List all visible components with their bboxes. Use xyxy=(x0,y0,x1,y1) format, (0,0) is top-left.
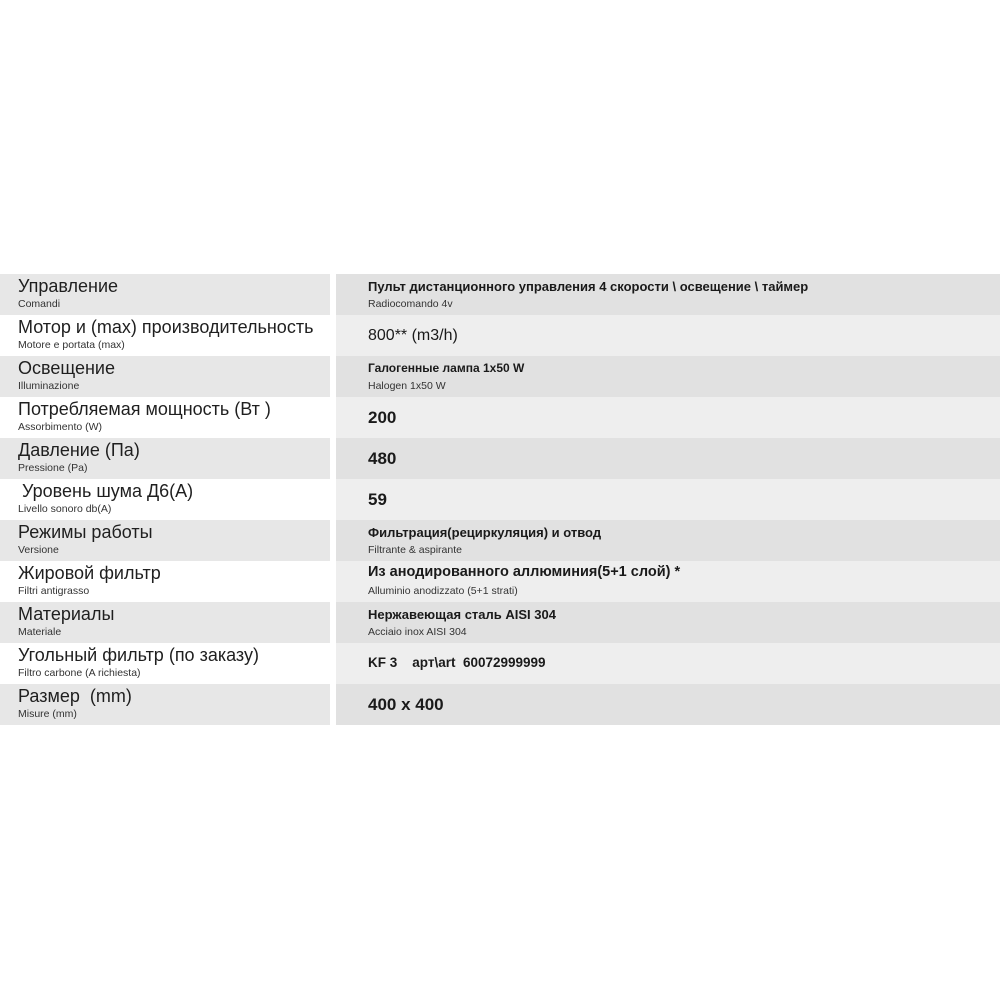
spec-label-cell xyxy=(0,602,330,643)
spec-label-it: Filtri antigrasso xyxy=(18,585,90,597)
spec-label-it: Comandi xyxy=(18,298,61,310)
spec-label-it: Illuminazione xyxy=(18,380,80,392)
spec-value-cell xyxy=(336,602,1000,643)
spec-value-sub: Radiocomando 4v xyxy=(368,298,453,310)
spec-label-it: Materiale xyxy=(18,626,62,638)
spec-row-modes xyxy=(0,520,1000,561)
spec-value: Пульт дистанционного управления 4 скорости \ освещение \ таймер xyxy=(368,279,809,294)
spec-label-it: Versione xyxy=(18,544,59,556)
spec-label-ru: Потребляемая мощность (Вт ) xyxy=(18,399,271,419)
spec-label-ru: Освещение xyxy=(18,358,115,378)
spec-label-it: Misure (mm) xyxy=(18,708,77,720)
spec-row-motor xyxy=(0,315,1000,356)
spec-label-ru: Управление xyxy=(18,276,119,296)
spec-row-noise xyxy=(0,479,1000,520)
spec-label-ru: Давление (Па) xyxy=(18,440,140,460)
spec-value-cell xyxy=(336,274,1000,315)
spec-value: 59 xyxy=(368,490,387,509)
spec-value-cell xyxy=(336,315,1000,356)
spec-value: 200 xyxy=(368,408,397,427)
spec-value: Из анодированного аллюминия(5+1 слой) * xyxy=(368,564,681,580)
spec-label-it: Filtro carbone (A richiesta) xyxy=(18,667,141,679)
spec-value-cell xyxy=(336,356,1000,397)
spec-label-cell xyxy=(0,274,330,315)
spec-value-sub: Filtrante & aspirante xyxy=(368,544,462,556)
spec-row-lighting xyxy=(0,356,1000,397)
spec-label-ru: Жировой фильтр xyxy=(18,563,161,583)
spec-value: Галогенные лампа 1x50 W xyxy=(368,361,525,375)
spec-label-ru: Мотор и (max) производительность xyxy=(18,317,314,337)
specifications-table xyxy=(0,274,1000,728)
spec-value-cell xyxy=(336,520,1000,561)
spec-value-sub: Alluminio anodizzato (5+1 strati) xyxy=(368,585,518,597)
spec-label-it: Pressione (Pa) xyxy=(18,462,88,474)
spec-row-control xyxy=(0,274,1000,315)
spec-value-cell xyxy=(336,561,1000,602)
spec-value: KF 3 арт\art 60072999999 xyxy=(368,655,546,670)
spec-label-cell xyxy=(0,520,330,561)
spec-row-size xyxy=(0,684,1000,725)
spec-row-grease-filter xyxy=(0,561,1000,602)
spec-value-cell xyxy=(336,643,1000,684)
spec-value-sub: Halogen 1x50 W xyxy=(368,380,446,392)
spec-label-cell xyxy=(0,643,330,684)
spec-row-pressure xyxy=(0,438,1000,479)
spec-label-ru: Режимы работы xyxy=(18,522,153,542)
spec-value: 480 xyxy=(368,449,397,468)
spec-value-cell xyxy=(336,684,1000,725)
spec-row-materials xyxy=(0,602,1000,643)
spec-label-it: Motore e portata (max) xyxy=(18,339,125,351)
spec-value-cell xyxy=(336,397,1000,438)
spec-value: Фильтрация(рециркуляция) и отвод xyxy=(368,525,602,540)
spec-label-ru: Уровень шума Д6(А) xyxy=(22,481,194,501)
spec-value: 400 x 400 xyxy=(368,695,444,714)
spec-row-power xyxy=(0,397,1000,438)
spec-value: Нержавеющая сталь AISI 304 xyxy=(368,607,556,622)
spec-label-cell xyxy=(0,684,330,725)
spec-label-cell xyxy=(0,356,330,397)
spec-label-ru: Размер (mm) xyxy=(18,686,132,706)
spec-label-ru: Материалы xyxy=(18,604,115,624)
spec-row-carbon-filter xyxy=(0,643,1000,684)
spec-value: 800** (m3/h) xyxy=(368,327,458,344)
spec-label-it: Livello sonoro db(A) xyxy=(18,503,112,515)
spec-value-cell xyxy=(336,479,1000,520)
spec-value-sub: Acciaio inox AISI 304 xyxy=(368,626,467,638)
spec-label-cell xyxy=(0,315,330,356)
spec-label-ru: Угольный фильтр (по заказу) xyxy=(18,645,259,665)
spec-label-it: Assorbimento (W) xyxy=(18,421,103,433)
spec-label-cell xyxy=(0,561,330,602)
spec-label-cell xyxy=(0,438,330,479)
spec-label-cell xyxy=(0,479,330,520)
spec-label-cell xyxy=(0,397,330,438)
spec-value-cell xyxy=(336,438,1000,479)
